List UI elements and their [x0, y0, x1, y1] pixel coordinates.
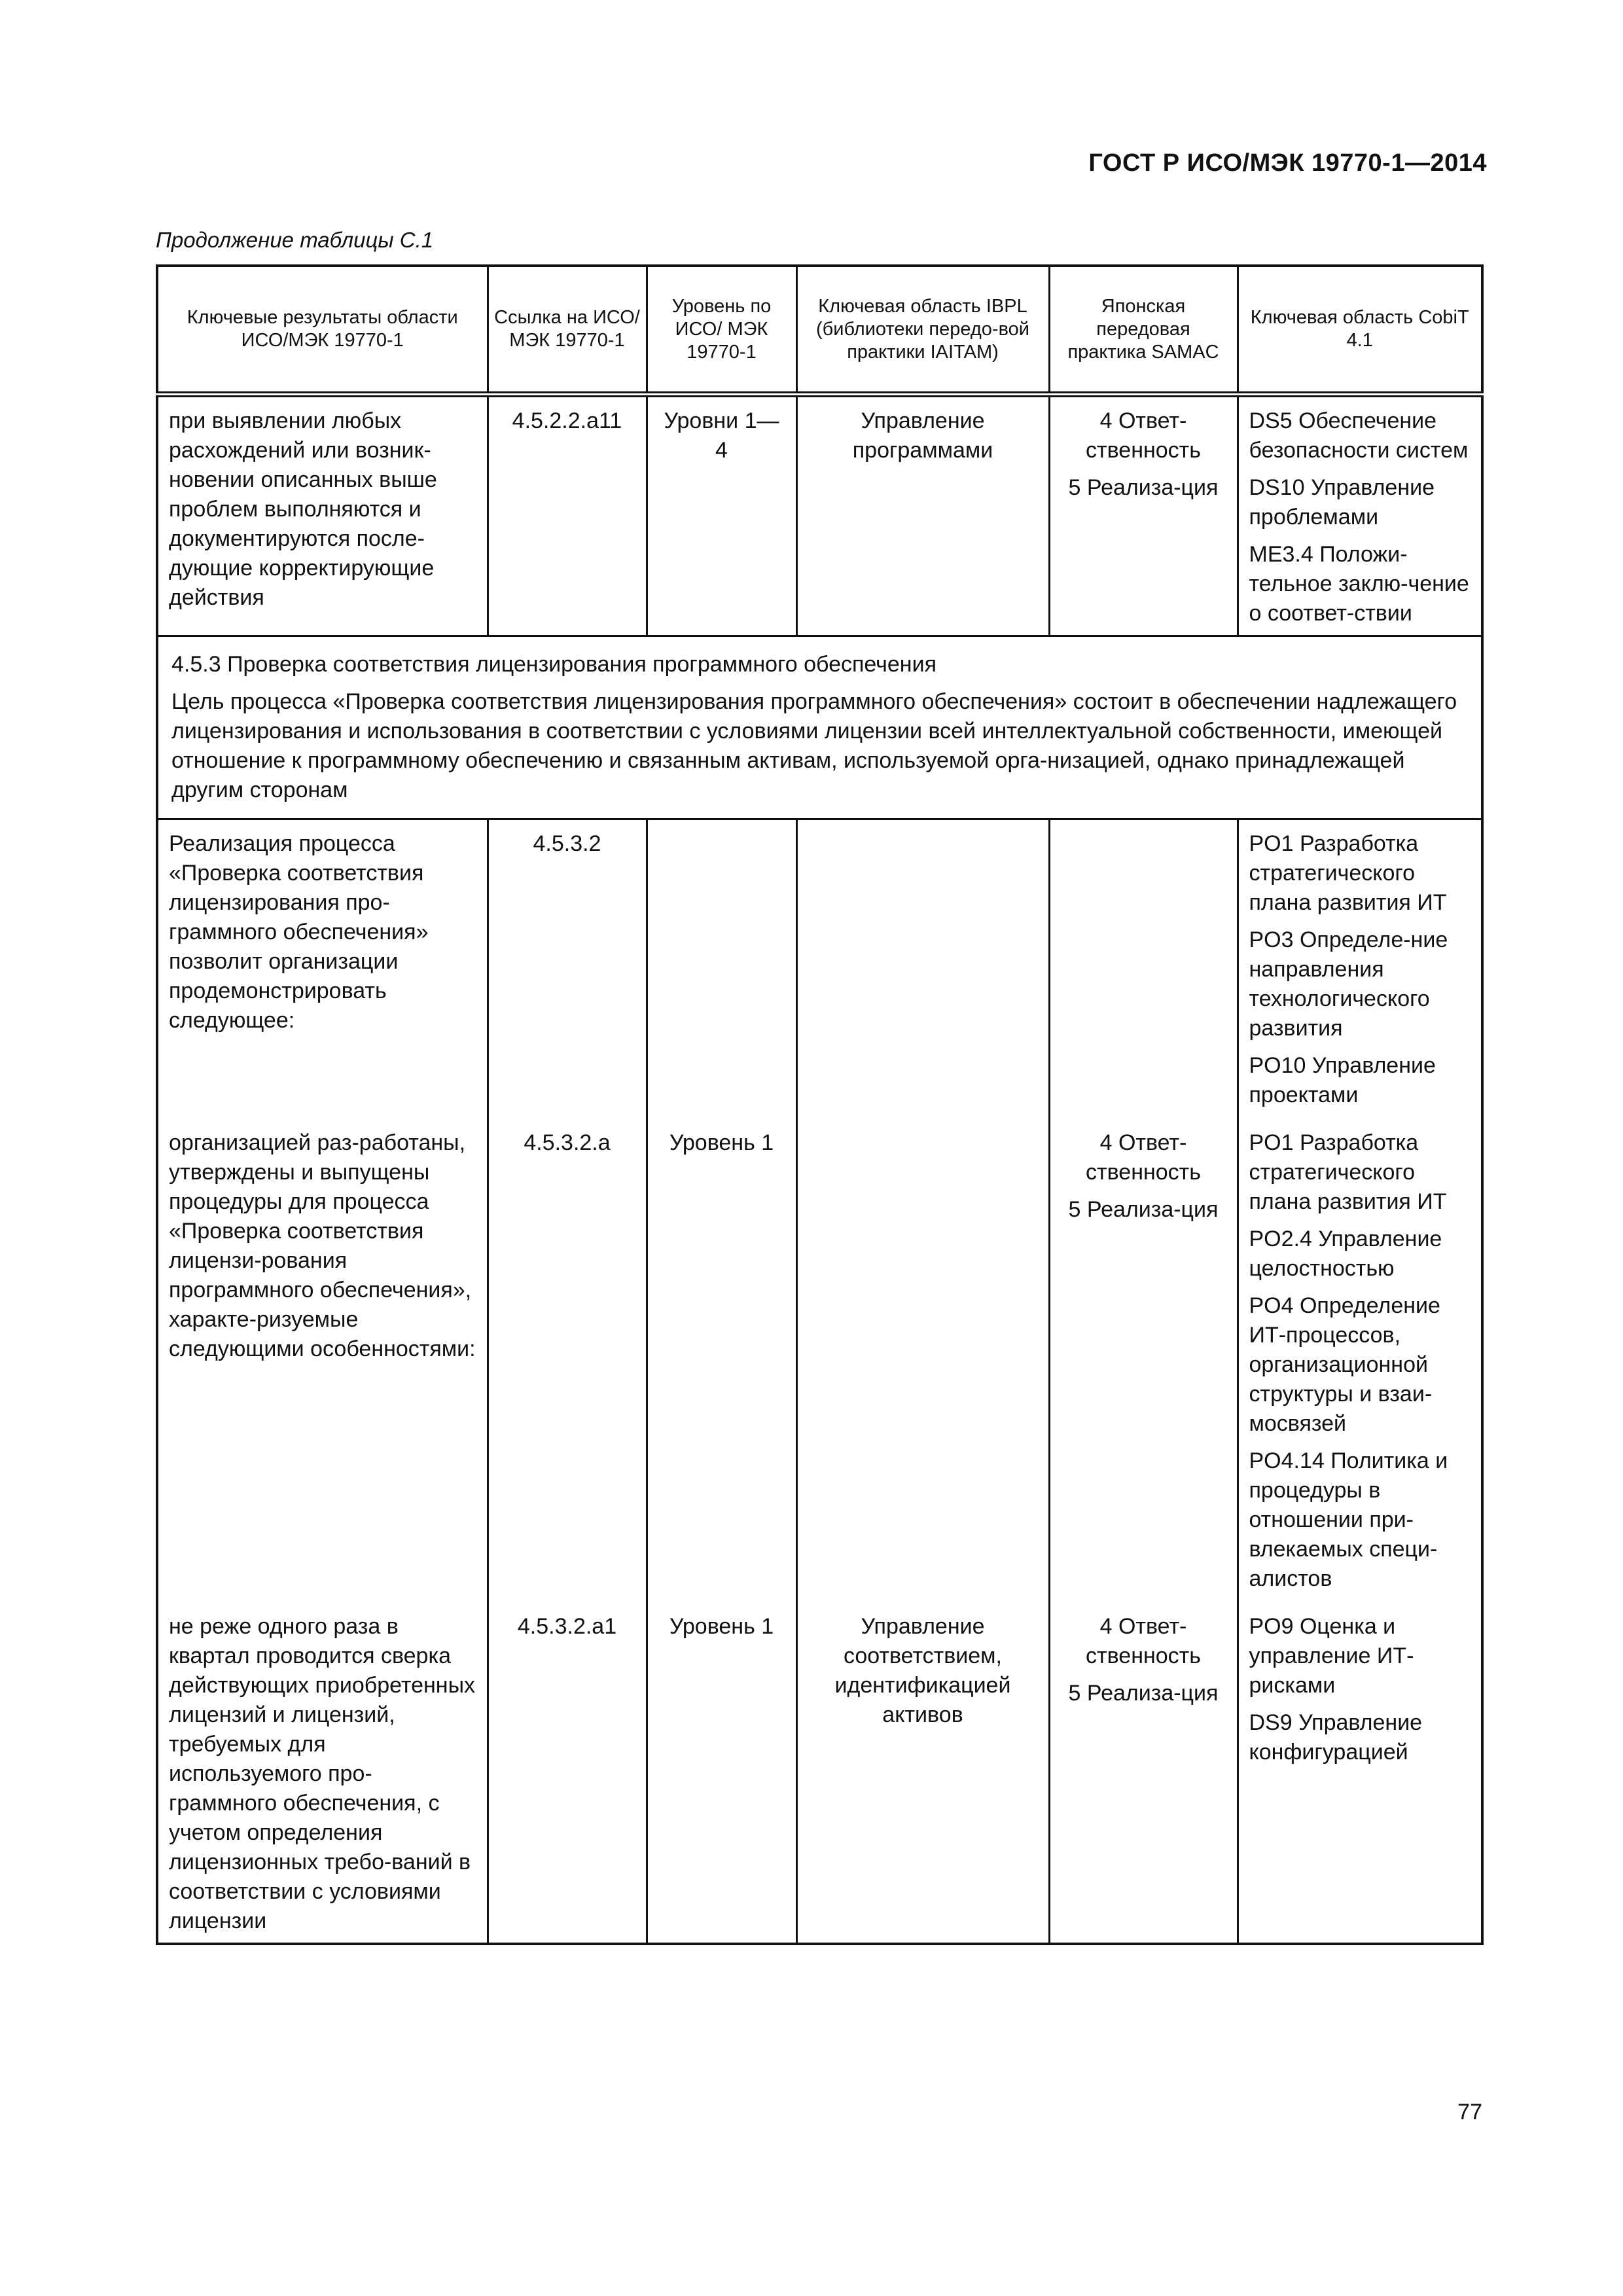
cell-result: организацией раз-работаны, утверждены и выпущены процедуры для процесса «Проверка соответствия лицензи-рования программного обеспечения», характе-ризуемые следующими особенностями: — [157, 1117, 488, 1600]
cell-level: Уровень 1 — [647, 1600, 796, 1944]
table-caption: Продолжение таблицы С.1 — [156, 228, 434, 252]
cobit-entry: ME3.4 Положи-тельное заклю-чение о соответ-ствии — [1249, 542, 1469, 626]
cobit-entry: DS9 Управление конфигурацией — [1249, 1710, 1423, 1765]
column-header-ibpl: Ключевая область IBPL (библиотеки передо-вой практики IAITAM) — [796, 266, 1049, 395]
section-cell — [157, 636, 1482, 819]
section-title: 4.5.3 Проверка соответствия лицензирования программного обеспечения — [171, 652, 936, 677]
samac-entry: 5 Реализа-ция — [1068, 1197, 1219, 1222]
cell-level — [647, 819, 796, 1117]
table-row — [157, 819, 1482, 1117]
cell-level: Уровень 1 — [647, 1117, 796, 1600]
cell-samac — [1049, 1600, 1238, 1944]
cobit-entry: PO4 Определение ИТ-процессов, организационной структуры и взаи-мосвязей — [1249, 1293, 1440, 1436]
samac-entry: 4 Ответ-ственность — [1086, 1614, 1201, 1668]
cell-reference: 4.5.3.2 — [488, 819, 647, 1117]
document-code: ГОСТ Р ИСО/МЭК 19770-1—2014 — [1088, 149, 1487, 177]
cobit-entry: DS10 Управление проблемами — [1249, 475, 1435, 529]
cell-samac — [1049, 1117, 1238, 1600]
cobit-entry: PO1 Разработка стратегического плана развития ИТ — [1249, 831, 1447, 915]
samac-entry: 5 Реализа-ция — [1068, 1681, 1219, 1706]
column-header-results: Ключевые результаты области ИСО/МЭК 19770-1 — [157, 266, 488, 395]
cell-ibpl — [796, 819, 1049, 1117]
cobit-entry: DS5 Обеспечение безопасности систем — [1249, 408, 1469, 463]
cobit-entry: PO4.14 Политика и процедуры в отношении при-влекаемых специ-алистов — [1249, 1448, 1448, 1591]
cell-result: не реже одного раза в квартал проводится сверка действующих приобретенных лицензий и лицензий, требуемых для используемого про-граммного обеспечения, с учетом определения лицензионных требо-ваний в соответствии с условиями лицензии — [157, 1600, 488, 1944]
column-header-samac: Японская передовая практика SAMAC — [1049, 266, 1238, 395]
samac-entry: 4 Ответ-ственность — [1086, 408, 1201, 463]
cobit-entry: PO1 Разработка стратегического плана развития ИТ — [1249, 1130, 1447, 1214]
cell-reference: 4.5.3.2.a — [488, 1117, 647, 1600]
cell-cobit — [1238, 1117, 1482, 1600]
section-row — [157, 636, 1482, 819]
table-row — [157, 1600, 1482, 1944]
mapping-table — [156, 264, 1484, 1945]
cell-ibpl: Управление соответствием, идентификацией активов — [796, 1600, 1049, 1944]
column-header-level: Уровень по ИСО/ МЭК 19770-1 — [647, 266, 796, 395]
cell-result: Реализация процесса «Проверка соответствия лицензирования про-граммного обеспечения» позволит организации продемонстрировать следующее: — [157, 819, 488, 1117]
cell-cobit — [1238, 819, 1482, 1117]
table-row — [157, 1117, 1482, 1600]
cobit-entry: PO3 Определе-ние направления технологического развития — [1249, 927, 1448, 1041]
cell-samac — [1049, 819, 1238, 1117]
column-header-reference: Ссылка на ИСО/ МЭК 19770-1 — [488, 266, 647, 395]
samac-entry: 5 Реализа-ция — [1068, 475, 1219, 500]
cell-reference: 4.5.3.2.a1 — [488, 1600, 647, 1944]
page-number: 77 — [1457, 2100, 1482, 2125]
column-header-cobit: Ключевая область CobiT 4.1 — [1238, 266, 1482, 395]
cobit-entry: PO2.4 Управление целостностью — [1249, 1227, 1442, 1281]
samac-entry: 4 Ответ-ственность — [1086, 1130, 1201, 1185]
table-header-row — [157, 266, 1482, 395]
cell-ibpl: Управление программами — [796, 395, 1049, 636]
cobit-entry: PO9 Оценка и управление ИТ-рисками — [1249, 1614, 1414, 1698]
section-description: Цель процесса «Проверка соответствия лицензирования программного обеспечения» состоит в обеспечении надлежащего лицензирования и использования в соответствии с условиями лицензии всей интеллектуальной собственности, имеющей отношение к программному обеспечению и связанным активам, используемой орга-низацией, однако принадлежащей другим сторонам — [171, 689, 1457, 802]
cell-samac — [1049, 395, 1238, 636]
cell-cobit — [1238, 1600, 1482, 1944]
table-row — [157, 395, 1482, 636]
cell-reference: 4.5.2.2.a11 — [488, 395, 647, 636]
cell-cobit — [1238, 395, 1482, 636]
cobit-entry: PO10 Управление проектами — [1249, 1053, 1436, 1107]
cell-level: Уровни 1—4 — [647, 395, 796, 636]
cell-result: при выявлении любых расхождений или возник-новении описанных выше проблем выполняются и документируются после-дующие корректирующие действия — [157, 395, 488, 636]
cell-ibpl — [796, 1117, 1049, 1600]
